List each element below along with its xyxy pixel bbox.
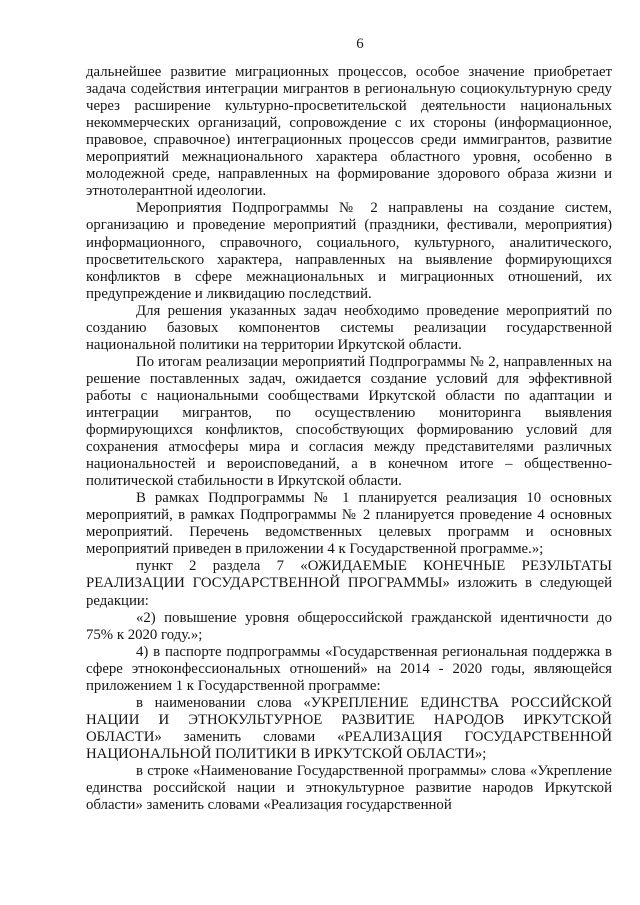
paragraph: дальнейшее развитие миграционных процессов, особое значение приобретает задача содействия интеграции мигрантов в региональную социокультурную среду через расширение культурно-просветительской деятельности национальных некоммерческих организаций, сопровождение с их стороны (информационное, правовое, справочное) интеграционных процессов среди иммигрантов, развитие мероприятий межнационального характера областного уровня, особенно в молодежной среде, направленных на формирование здорового образа жизни и этнотолерантной идеологии. bbox=[86, 64, 612, 200]
paragraph: 4) в паспорте подпрограммы «Государственная региональная поддержка в сфере этноконфессиональных отношений» на 2014 - 2020 годы, являющейся приложением 1 к Государственной программе: bbox=[86, 643, 612, 694]
page-number: 6 bbox=[356, 36, 364, 52]
paragraph: По итогам реализации мероприятий Подпрограммы № 2, направленных на решение поставленных задач, ожидается создание условий для эффективной работы с национальными сообществами Иркутской области по адаптации и интеграции мигрантов, по осуществлению мониторинга выявления формирующихся конфликтов, способствующих формированию условий для сохранения атмосферы мира и согласия между представителями различных национальностей и вероисповеданий, а в конечном итоге – общественно-политической стабильности в Иркутской области. bbox=[86, 353, 612, 490]
document-page bbox=[86, 36, 612, 814]
paragraph: Для решения указанных задач необходимо проведение мероприятий по созданию базовых компонентов системы реализации государственной национальной политики на территории Иркутской области. bbox=[86, 302, 612, 353]
paragraph: в строке «Наименование Государственной программы» слова «Укрепление единства российской нации и этнокультурное развитие народов Иркутской области» заменить словами «Реализация государственной bbox=[86, 762, 612, 814]
paragraph: «2) повышение уровня общероссийской гражданской идентичности до 75% к 2020 году.»; bbox=[86, 609, 612, 643]
paragraph: Мероприятия Подпрограммы № 2 направлены на создание систем, организацию и проведение мероприятий (праздники, фестивали, мероприятия) информационного, справочного, социального, культурного, аналитического, просветительского характера, направленных на выявление формирующихся конфликтов в сфере межнациональных и миграционных отношений, их предупреждение и ликвидацию последствий. bbox=[86, 200, 612, 302]
paragraph: пункт 2 раздела 7 «ОЖИДАЕМЫЕ КОНЕЧНЫЕ РЕЗУЛЬТАТЫ РЕАЛИЗАЦИИ ГОСУДАРСТВЕННОЙ ПРОГРАММЫ» изложить в следующей редакции: bbox=[86, 558, 612, 609]
paragraph: в наименовании слова «УКРЕПЛЕНИЕ ЕДИНСТВА РОССИЙСКОЙ НАЦИИ И ЭТНОКУЛЬТУРНОЕ РАЗВИТИЕ НАРОДОВ ИРКУТСКОЙ ОБЛАСТИ» заменить словами «РЕАЛИЗАЦИЯ ГОСУДАРСТВЕННОЙ НАЦИОНАЛЬНОЙ ПОЛИТИКИ В ИРКУТСКОЙ ОБЛАСТИ»; bbox=[86, 694, 612, 762]
paragraph: В рамках Подпрограммы № 1 планируется реализация 10 основных мероприятий, в рамках Подпрограммы № 2 планируется проведение 4 основных мероприятий. Перечень ведомственных целевых программ и основных мероприятий приведен в приложении 4 к Государственной программе.»; bbox=[86, 490, 612, 558]
